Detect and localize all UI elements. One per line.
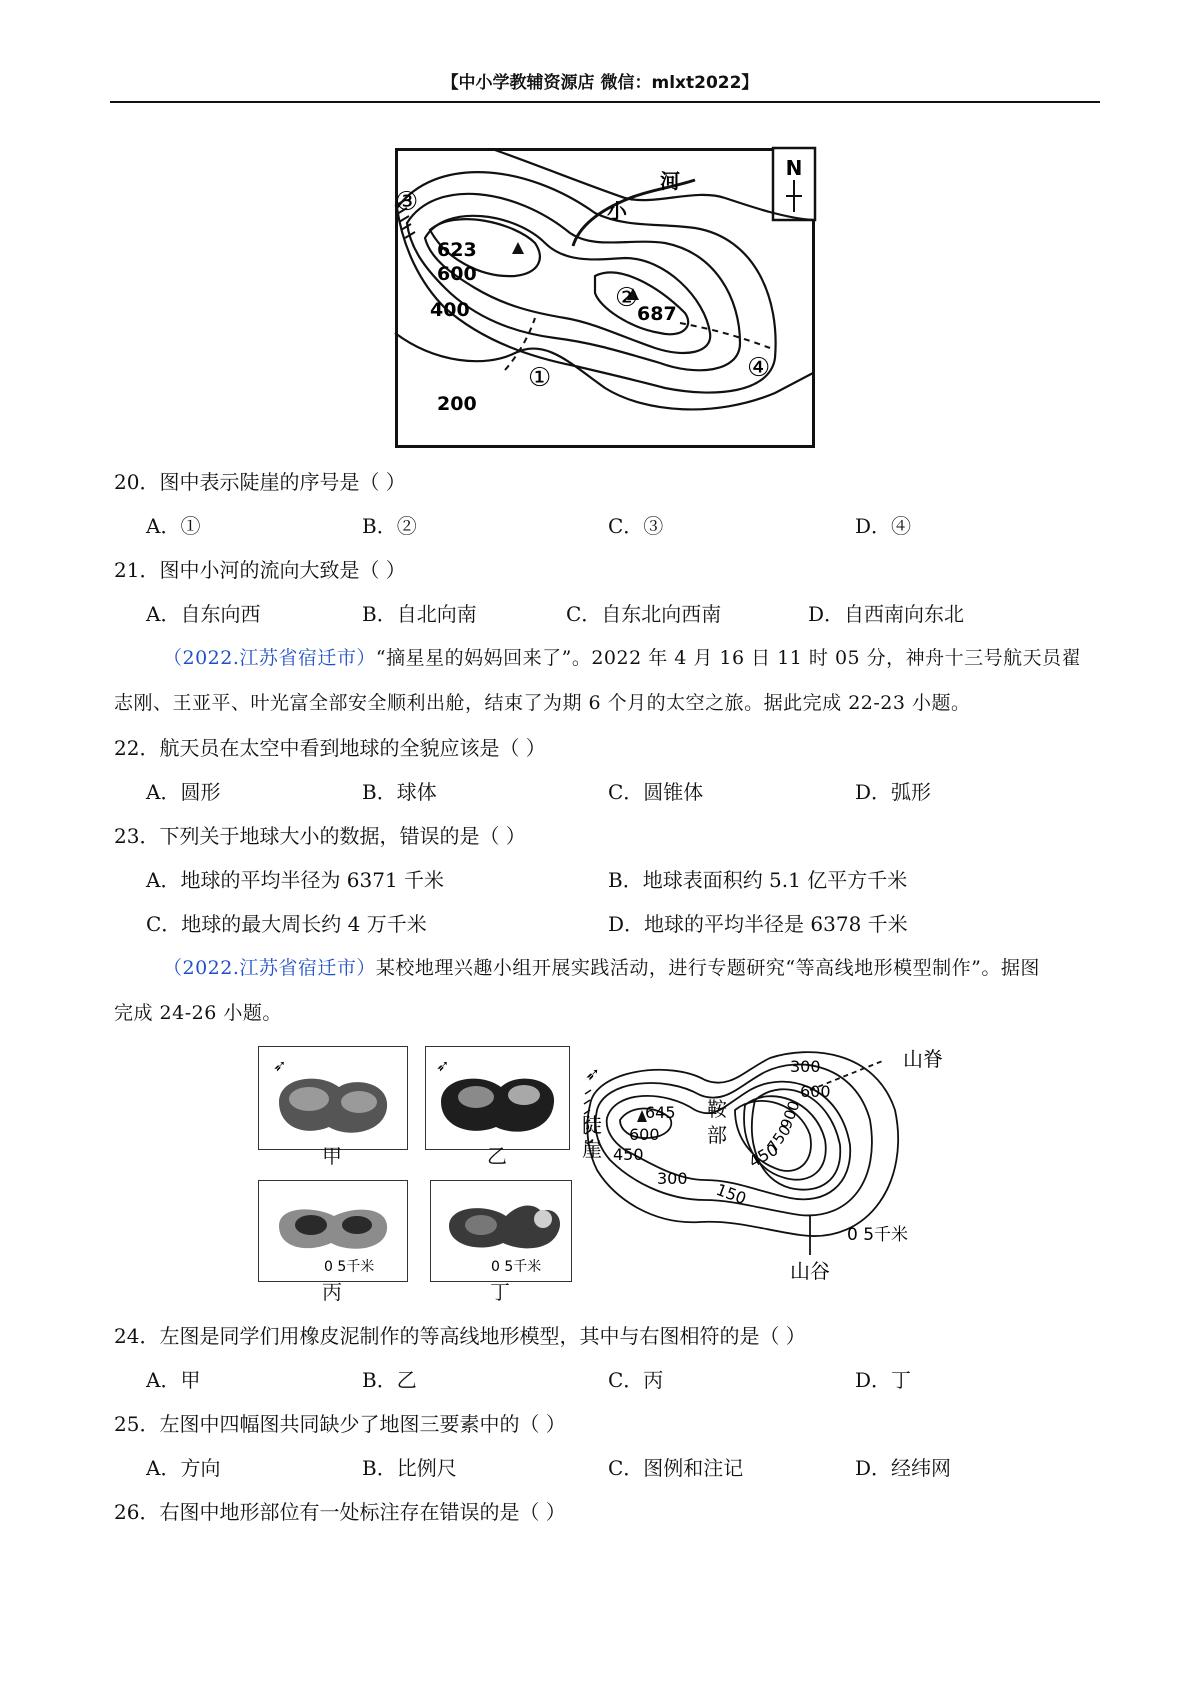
model-panel-yi	[425, 1046, 570, 1150]
terrain-label-saddle-2: 部	[707, 1123, 727, 1147]
q24-option-b[interactable]: B．乙	[362, 1368, 417, 1392]
river-label-1: 小	[607, 199, 627, 223]
marker-2: ②	[615, 283, 639, 313]
model-panel-jia	[258, 1046, 408, 1150]
contour-label-600-left: 600	[629, 1125, 660, 1144]
q22-option-d[interactable]: D．弧形	[855, 780, 932, 804]
question-20: 20．图中表示陡崖的序号是（ ）	[114, 470, 406, 494]
passage-2-line-1	[163, 953, 1040, 980]
peak-label-623: 623	[437, 239, 477, 261]
q24-option-c[interactable]: C．丙	[608, 1368, 664, 1392]
marker-3: ③	[395, 187, 419, 217]
q25-option-d[interactable]: D．经纬网	[855, 1456, 952, 1480]
q20-option-d[interactable]: D．④	[855, 514, 912, 538]
contour-label-200: 200	[437, 393, 477, 415]
terrain-label-saddle-1: 鞍	[707, 1097, 727, 1121]
q23-option-c[interactable]: C．地球的最大周长约 4 万千米	[146, 912, 427, 936]
q22-option-c[interactable]: C．圆锥体	[608, 780, 704, 804]
contour-label-750: 750	[763, 1121, 795, 1156]
passage-2-line-2: 完成 24-26 小题。	[114, 1002, 282, 1024]
river-label-2: 河	[660, 169, 680, 193]
contour-label-400: 400	[430, 299, 470, 321]
svg-text:➶: ➶	[585, 1064, 601, 1085]
contour-label-600: 600	[437, 263, 477, 285]
terrain-label-cliff-1: 陡	[582, 1113, 602, 1137]
header-divider	[110, 101, 1100, 103]
q20-option-c[interactable]: C．③	[608, 514, 664, 538]
passage-1-source: （2022.江苏省宿迁市）	[163, 647, 376, 669]
q24-option-d[interactable]: D．丁	[855, 1368, 912, 1392]
question-25: 25．左图中四幅图共同缺少了地图三要素中的（ ）	[114, 1412, 566, 1436]
q22-option-a[interactable]: A．圆形	[146, 780, 221, 804]
contour-label-150: 150	[713, 1179, 749, 1209]
q21-option-d[interactable]: D．自西南向东北	[808, 602, 965, 626]
scale-label-bing: 0 5千米	[324, 1259, 375, 1275]
marker-4: ④	[747, 353, 771, 383]
passage-2-text-1: 某校地理兴趣小组开展实践活动，进行专题研究“等高线地形模型制作”。据图	[375, 957, 1040, 979]
q24-option-a[interactable]: A．甲	[146, 1368, 201, 1392]
q23-option-a[interactable]: A．地球的平均半径为 6371 千米	[146, 868, 445, 892]
panel-label-jia: 甲	[322, 1144, 342, 1168]
panel-label-yi: 乙	[487, 1144, 507, 1168]
terrain-label-ridge: 山脊	[903, 1047, 943, 1071]
passage-2-source: （2022.江苏省宿迁市）	[163, 957, 376, 979]
q21-option-a[interactable]: A．自东向西	[146, 602, 261, 626]
q25-option-b[interactable]: B．比例尺	[362, 1456, 457, 1480]
question-22: 22．航天员在太空中看到地球的全貌应该是（ ）	[114, 736, 546, 760]
contour-map-1	[395, 148, 815, 448]
terrain-label-valley: 山谷	[790, 1259, 830, 1283]
q21-option-c[interactable]: C．自东北向西南	[566, 602, 722, 626]
contour-label-900: 900	[776, 1098, 804, 1132]
q20-option-a[interactable]: A．①	[146, 514, 201, 538]
marker-1: ①	[528, 363, 552, 393]
contour-label-450-right: 450	[745, 1139, 782, 1172]
page-header: 【中小学教辅资源店 微信：mlxt2022】	[441, 73, 759, 93]
q25-option-c[interactable]: C．图例和注记	[608, 1456, 744, 1480]
contour-label-300-top: 300	[790, 1057, 821, 1076]
q21-option-b[interactable]: B．自北向南	[362, 602, 477, 626]
svg-text:➶: ➶	[436, 1056, 450, 1075]
question-26: 26．右图中地形部位有一处标注存在错误的是（ ）	[114, 1500, 566, 1524]
terrain-label-cliff-2: 崖	[582, 1137, 602, 1161]
question-21: 21．图中小河的流向大致是（ ）	[114, 558, 406, 582]
north-label: N	[785, 156, 803, 180]
contour-label-645: 645	[645, 1103, 676, 1122]
scale-label-ding: 0 5千米	[491, 1259, 542, 1275]
model-panel-bing	[258, 1180, 408, 1282]
scale-label-main: 0 5千米	[847, 1225, 909, 1245]
q22-option-b[interactable]: B．球体	[362, 780, 437, 804]
panel-label-ding: 丁	[490, 1280, 510, 1304]
svg-text:➶: ➶	[273, 1056, 287, 1075]
q23-option-d[interactable]: D．地球的平均半径是 6378 千米	[608, 912, 908, 936]
question-23: 23．下列关于地球大小的数据，错误的是（ ）	[114, 824, 526, 848]
contour-label-450-left: 450	[613, 1145, 644, 1164]
peak-label-687: 687	[637, 303, 677, 325]
contour-label-300-bottom: 300	[657, 1169, 688, 1188]
passage-1-line-2: 志刚、王亚平、叶光富全部安全顺利出舱，结束了为期 6 个月的太空之旅。据此完成 22-23 小题。	[114, 692, 971, 714]
question-24: 24．左图是同学们用橡皮泥制作的等高线地形模型，其中与右图相符的是（ ）	[114, 1324, 806, 1348]
passage-1-line-1	[163, 643, 1081, 670]
contour-map-2	[582, 1047, 960, 1285]
q23-option-b[interactable]: B．地球表面积约 5.1 亿平方千米	[608, 868, 908, 892]
q20-option-b[interactable]: B．②	[362, 514, 417, 538]
contour-label-600-right: 600	[800, 1082, 831, 1101]
model-panel-ding	[430, 1180, 572, 1282]
passage-1-text-1: “摘星星的妈妈回来了”。2022 年 4 月 16 日 11 时 05 分，神舟十三号航天员翟	[375, 647, 1082, 669]
panel-label-bing: 丙	[322, 1280, 342, 1304]
q25-option-a[interactable]: A．方向	[146, 1456, 221, 1480]
